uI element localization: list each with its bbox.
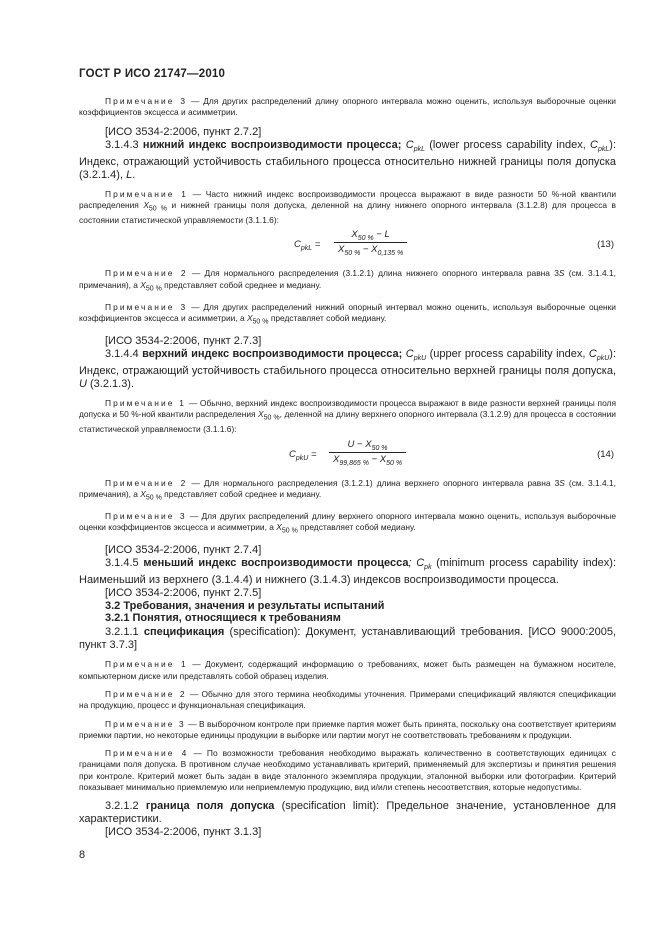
term-symbol: C bbox=[402, 347, 414, 360]
note-label: Примечание 3 bbox=[105, 96, 188, 106]
term-symbol: C bbox=[401, 138, 414, 151]
symbol-X: X bbox=[276, 522, 282, 533]
formula-term: − L bbox=[373, 229, 390, 241]
formula-numerator bbox=[334, 229, 407, 242]
term-definition: (minimum process capability index): Наименьший из верхнего (3.1.4.4) и нижнего (3.1.4.3) индексов воспроизводимости процесса. bbox=[79, 557, 617, 587]
note-paragraph bbox=[79, 748, 616, 793]
note-label: Примечание 1 bbox=[105, 188, 189, 199]
symbol-S: S bbox=[559, 477, 565, 488]
term-definition: (specification limit): Предельное значение, установленное для характеристики. bbox=[79, 800, 616, 826]
section-heading: 3.2 Требования, значения и результаты испытаний bbox=[105, 600, 385, 613]
term-3-2-1-2 bbox=[79, 800, 616, 826]
symbol-sub: 50 % bbox=[148, 205, 168, 213]
note-text: — Для нормального распределения (3.1.2.1) длина нижнего опорного интервала равна 3 bbox=[187, 268, 559, 279]
term-title: меньший индекс воспроизводимости процесса bbox=[143, 557, 409, 570]
term-number: 3.2.1.1 bbox=[105, 626, 144, 639]
note-paragraph bbox=[79, 268, 616, 294]
symbol-sub: 50 % bbox=[145, 285, 162, 293]
formula-symbol: X bbox=[338, 244, 345, 256]
formula-symbol-sub: 50 % bbox=[344, 250, 361, 258]
note-text: — Обычно, верхний индекс воспроизводимости процесса выражают в виде разности верхней границы поля допуска и 50 %-ной квантили распределения bbox=[79, 398, 616, 420]
symbol-X: X bbox=[143, 200, 149, 211]
note-paragraph bbox=[79, 302, 616, 328]
term-symbol-sub: pkL bbox=[413, 145, 425, 153]
page-content bbox=[79, 96, 616, 839]
note-paragraph bbox=[79, 689, 616, 712]
equation-number: (14) bbox=[597, 448, 614, 460]
note-text: представляет собой медиану. bbox=[297, 522, 416, 533]
note-text: представляет собой медиану. bbox=[268, 312, 387, 323]
formula-fraction bbox=[334, 229, 407, 257]
formula-symbol-sub: pkU bbox=[295, 454, 309, 462]
note-paragraph bbox=[79, 659, 616, 682]
formula-symbol-sub: 99,865 % bbox=[339, 459, 369, 467]
term-english-symbol-sub: pkU bbox=[596, 355, 610, 363]
note-text: (см. 3.1.4.1, примечания), а bbox=[79, 477, 616, 499]
note-label: Примечание 2 bbox=[105, 268, 188, 279]
formula-symbol-sub: 50 % bbox=[386, 459, 403, 467]
note-text: — Для других распределений нижний опорный интервал можно оценить, используя выборочные оценки коэффициентов эксцесса и асимметрии, а bbox=[79, 301, 616, 323]
formula-fraction bbox=[329, 439, 406, 467]
note-label: Примечание 1 bbox=[105, 659, 188, 670]
term-title: спецификация bbox=[143, 626, 225, 639]
page-header: ГОСТ Р ИСО 21747—2010 bbox=[79, 68, 226, 80]
note-text: , деленной на длину верхнего опорного интервала (3.1.2.9) для процесса в состоянии статистической управляемости (3.1.1.6): bbox=[79, 409, 616, 435]
formula-denominator bbox=[334, 242, 407, 257]
note-label: Примечание 3 bbox=[105, 301, 188, 312]
note-text: — Документ, содержащий информацию о требованиях, может быть размещен на бумажном носителе, компьютерном диске или представлять собой образец изделия. bbox=[79, 659, 616, 681]
term-english-symbol-sub: pkL bbox=[597, 145, 610, 153]
formula-14 bbox=[79, 439, 616, 473]
formula-symbol-sub: 50 % bbox=[357, 235, 374, 243]
term-end: (3.2.1.3). bbox=[86, 378, 135, 391]
note-label: Примечание 1 bbox=[105, 398, 187, 409]
formula-lhs bbox=[289, 449, 317, 462]
symbol-S: S bbox=[558, 268, 565, 279]
reference: [ИСО 3534-2:2006, пункт 2.7.2] bbox=[105, 125, 262, 138]
reference: [ИСО 3534-2:2006, пункт 3.1.3] bbox=[105, 826, 262, 839]
page-number: 8 bbox=[79, 849, 86, 861]
note-label: Примечание 3 bbox=[105, 510, 187, 521]
formula-symbol: C bbox=[289, 448, 296, 460]
subsection-heading: 3.2.1 Понятия, относящиеся к требованиям bbox=[105, 612, 341, 625]
note-paragraph bbox=[79, 398, 616, 436]
note-text: — Часто нижний индекс воспроизводимости процесса выражают в виде разности 50 %-ной квантили распределения bbox=[79, 188, 616, 211]
note-text: представляет собой среднее и медиану. bbox=[161, 279, 322, 290]
formula-equals: = bbox=[312, 239, 321, 251]
term-english-symbol: C bbox=[588, 347, 597, 360]
term-english: (upper process capability index, bbox=[426, 347, 589, 360]
note-text: — Обычно для этого термина необходимы уточнения. Примерами спецификаций являются спецификации на продукцию, процесс и функциональная спецификация. bbox=[79, 688, 616, 711]
note-label: Примечание 4 bbox=[105, 748, 189, 759]
formula-13 bbox=[79, 229, 616, 263]
symbol-U: U bbox=[79, 378, 87, 391]
formula-numerator bbox=[329, 439, 406, 452]
note-paragraph bbox=[79, 719, 616, 742]
symbol-sub: 50 % bbox=[281, 527, 298, 535]
term-3-1-4-4 bbox=[79, 348, 616, 391]
note-paragraph bbox=[79, 511, 616, 537]
term-number: 3.1.4.3 bbox=[105, 138, 143, 151]
formula-term: − X bbox=[368, 453, 387, 465]
term-symbol-sub: pk bbox=[424, 564, 432, 572]
formula-symbol: X bbox=[333, 453, 340, 465]
formula-term: U − X bbox=[347, 438, 372, 450]
note-text: — Для нормального распределения (3.1.2.1) длина верхнего опорного интервала равна 3 bbox=[187, 477, 560, 488]
symbol-X: X bbox=[140, 279, 146, 290]
symbol-X: X bbox=[140, 488, 146, 499]
term-number: 3.2.1.2 bbox=[105, 800, 146, 813]
formula-symbol: C bbox=[294, 239, 301, 251]
formula-symbol-sub: 50 % bbox=[371, 444, 388, 452]
formula-lhs bbox=[294, 239, 320, 252]
term-definition: (specification): Документ, устанавливающий требования. [ИСО 9000:2005, пункт 3.7.3] bbox=[79, 626, 616, 652]
note-text: представляет собой среднее и медиану. bbox=[161, 488, 322, 499]
term-symbol-sub: pkU bbox=[413, 355, 427, 363]
reference: [ИСО 3534-2:2006, пункт 2.7.5] bbox=[105, 587, 262, 600]
symbol-sub: 50 % bbox=[252, 318, 269, 326]
term-3-1-4-3 bbox=[79, 139, 616, 182]
symbol-L: L bbox=[126, 168, 133, 181]
note-label: Примечание 3 bbox=[105, 718, 186, 729]
formula-denominator bbox=[329, 452, 406, 467]
term-symbol: ; C bbox=[408, 557, 425, 570]
reference: [ИСО 3534-2:2006, пункт 2.7.4] bbox=[105, 544, 262, 557]
note-label: Примечание 2 bbox=[105, 477, 188, 488]
symbol-X: X bbox=[246, 312, 253, 323]
term-end: . bbox=[132, 168, 136, 181]
note-text: и нижней границы поля допуска, деленной на длину нижнего опорного интервала (3.1.2.8) для процесса в состоянии статистической управляемости (3.1.1.6): bbox=[79, 200, 616, 226]
symbol-X: X bbox=[257, 409, 264, 420]
note-text: (см. 3.1.4.1, примечания), а bbox=[79, 268, 616, 290]
formula-symbol-sub: 0,135 % bbox=[377, 250, 404, 258]
term-definition: ): Индекс, отражающий устойчивость стабильного процесса относительно верхней границы поля допуска, bbox=[79, 347, 617, 378]
term-title: граница поля допуска bbox=[145, 800, 275, 813]
term-title: нижний индекс воспроизводимости процесса; bbox=[142, 138, 402, 151]
note-text: — Для других распределений длину опорного интервала можно оценить, используя выборочные оценки коэффициентов эксцесса и асимметрии. bbox=[79, 96, 616, 118]
term-3-1-4-5 bbox=[79, 557, 616, 587]
reference: [ИСО 3534-2:2006, пункт 2.7.3] bbox=[105, 334, 262, 347]
term-english-symbol: C bbox=[590, 138, 598, 151]
note-label: Примечание 2 bbox=[105, 688, 187, 699]
formula-symbol-sub: pkL bbox=[300, 245, 313, 253]
term-definition: ): Индекс, отражающий устойчивость стабильного процесса относительно нижней границы поля допуска (3.2.1.4), bbox=[79, 138, 617, 181]
formula-symbol: X bbox=[351, 229, 358, 241]
term-number: 3.1.4.5 bbox=[105, 557, 144, 570]
term-number: 3.1.4.4 bbox=[105, 347, 143, 360]
note-text: — Для других распределений длину верхнего опорного интервала можно оценить, используя выборочные оценки коэффициентов эксцесса и асимметрии, а bbox=[79, 510, 616, 533]
note-text: — По возможности требования необходимо выражать количественно в соответствующих единицах с границами поля допуска. В противном случае необходимо устанавливать критерий, применяемый для экспертизы и принятия решения при контроле. Критерий может быть задан в виде эталонного экземпляра продукции, эталонной выборки или фотографии. Критерий показывает минимально приемлемую или неприемлемую продукцию, вид и/или степень несоответствия, которые недопустимы. bbox=[79, 748, 616, 793]
equation-number: (13) bbox=[597, 239, 614, 251]
note-paragraph bbox=[79, 96, 616, 119]
term-title: верхний индекс воспроизводимости процесса; bbox=[142, 347, 403, 360]
note-paragraph bbox=[79, 478, 616, 504]
note-paragraph bbox=[79, 189, 616, 227]
symbol-sub: 50 % bbox=[263, 415, 280, 423]
term-english: (lower process capability index, bbox=[424, 138, 591, 151]
term-3-2-1-1 bbox=[79, 626, 616, 652]
formula-term: − X bbox=[360, 244, 378, 256]
formula-equals: = bbox=[308, 448, 317, 460]
symbol-sub: 50 % bbox=[145, 494, 162, 502]
note-text: — В выборочном контроле при приемке партия может быть принята, поскольку она соответствует критериям приемки партии, но некоторые единицы продукции в выборке или партии могут не соответствовать требованиям к продукции. bbox=[79, 718, 616, 740]
